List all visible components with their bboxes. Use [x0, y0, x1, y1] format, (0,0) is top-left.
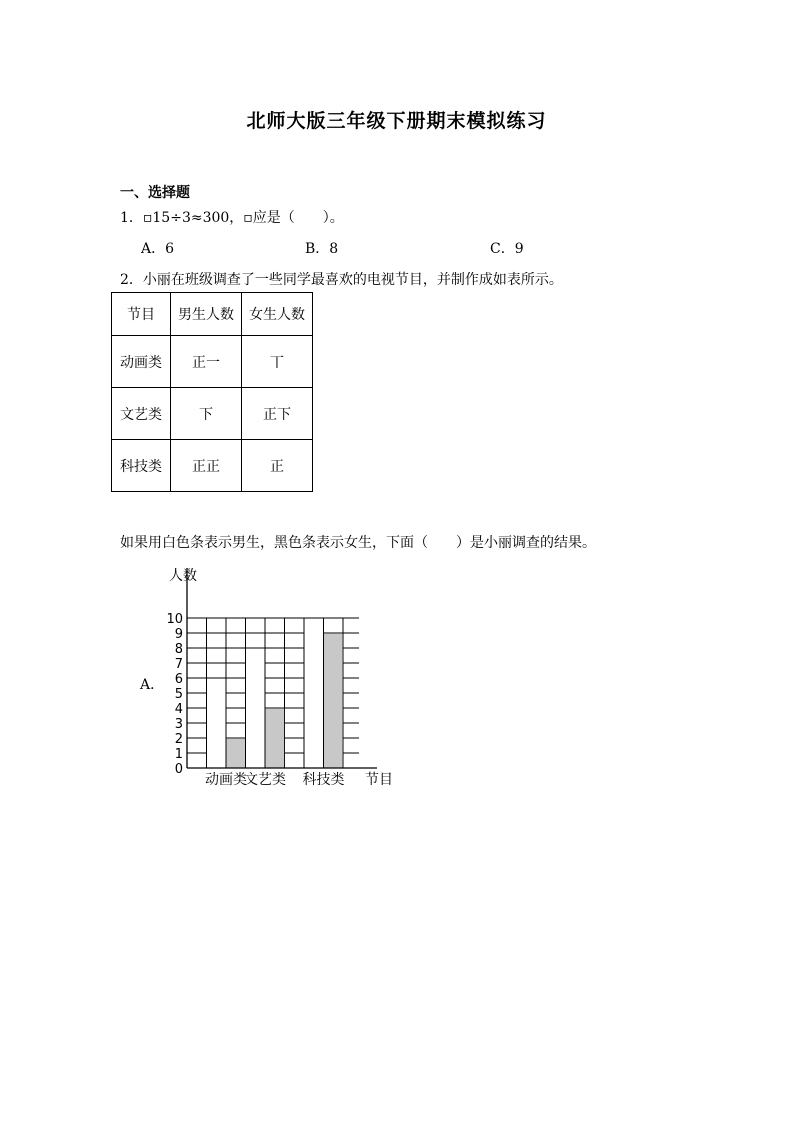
table-row: [112, 440, 313, 492]
y-tick-label: 7: [174, 657, 183, 672]
table-header-cell: 男生人数: [171, 293, 242, 336]
x-tick-label: 文艺类: [244, 772, 286, 788]
question-1-option-b: B．8: [305, 241, 339, 257]
tally-table: [111, 292, 313, 492]
y-tick-label: 10: [166, 612, 183, 627]
y-tick-label: 1: [174, 747, 183, 762]
x-tick-label: 动画类: [205, 772, 247, 788]
question-1-option-c: C．9: [490, 241, 524, 257]
y-tick-label: 8: [174, 642, 183, 657]
y-tick-label: 2: [174, 732, 183, 747]
question-2-text: 2．小丽在班级调查了一些同学最喜欢的电视节目，并制作成如表所示。: [120, 272, 563, 288]
y-tick-label: 6: [174, 672, 183, 687]
x-tick-label: 科技类: [302, 772, 345, 788]
table-row: [112, 388, 313, 440]
chart-option-label: A．: [140, 677, 165, 693]
bar: [304, 618, 324, 768]
table-cell: 正正: [171, 440, 242, 492]
bar: [226, 738, 246, 768]
table-cell: 下: [171, 388, 242, 440]
table-cell: 正一: [171, 336, 242, 388]
section-heading: 一、选择题: [120, 185, 190, 201]
bar: [246, 648, 266, 768]
table-cell: 文艺类: [112, 388, 171, 440]
table-cell: 丅: [242, 336, 313, 388]
question-1-option-a: A．6: [141, 241, 175, 257]
bar: [207, 678, 227, 768]
x-axis-label: 节目: [365, 772, 393, 788]
question-1-text: 1．▫15÷3≈300，▫应是（ ）。: [120, 210, 344, 226]
y-tick-label: 0: [174, 762, 183, 777]
table-cell: 动画类: [112, 336, 171, 388]
table-header-cell: 女生人数: [242, 293, 313, 336]
table-cell: 科技类: [112, 440, 171, 492]
y-tick-label: 3: [174, 717, 183, 732]
table-row: [112, 336, 313, 388]
table-cell: 正下: [242, 388, 313, 440]
bar: [324, 633, 344, 768]
bar: [265, 708, 285, 768]
table-header-row: [112, 293, 313, 336]
y-tick-label: 4: [174, 702, 183, 717]
question-2-prompt: 如果用白色条表示男生，黑色条表示女生，下面（ ）是小丽调查的结果。: [120, 535, 596, 551]
bar-chart: [155, 560, 415, 800]
page-title: 北师大版三年级下册期末模拟练习: [246, 110, 547, 132]
y-axis-label: 人数: [169, 568, 197, 584]
y-tick-label: 5: [174, 687, 183, 702]
y-tick-label: 9: [174, 627, 183, 642]
table-header-cell: 节目: [112, 293, 171, 336]
table-cell: 正: [242, 440, 313, 492]
